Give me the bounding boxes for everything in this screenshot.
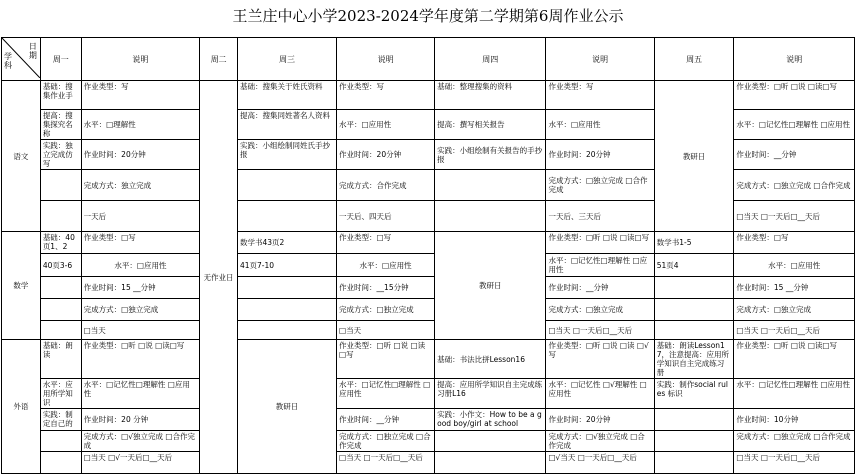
yuwen-mon-task: 实践：独立完成仿写 <box>40 140 81 170</box>
waiyu-wed-note: 作业类型：□听 □说 □读□写 <box>337 340 435 379</box>
shuxue-fri-task: 数学书1-5 <box>654 232 734 254</box>
shuxue-fri-note: 水平：□应用性 <box>734 254 855 277</box>
shuxue-row <box>2 254 855 277</box>
yuwen-thu-note: 作业时间：20分钟 <box>546 140 654 170</box>
waiyu-wed-note: 作业时间：__分钟 <box>337 409 435 431</box>
shuxue-mon-empty <box>40 277 81 299</box>
waiyu-thu-empty <box>435 452 546 474</box>
waiyu-fri-empty <box>654 409 734 431</box>
header-note-1: 说明 <box>81 38 200 81</box>
corner-cell <box>2 38 41 81</box>
yuwen-thu-empty <box>435 201 546 232</box>
waiyu-row <box>2 409 855 431</box>
shuxue-fri-note: 作业时间：15 __分钟 <box>734 277 855 299</box>
shuxue-wed-note: □当天 <box>337 321 435 340</box>
waiyu-row <box>2 452 855 474</box>
shuxue-mon-note: 完成方式：□独立完成 <box>81 299 200 321</box>
waiyu-mon-task: 基础：朗读 <box>40 340 81 379</box>
shuxue-mon-task: 40页3-6 <box>40 254 81 277</box>
yuwen-thu-note: 一天后、三天后 <box>546 201 654 232</box>
waiyu-fri-note: 水平：□记忆性□理解性 □应用性 <box>734 379 855 409</box>
yuwen-wed-empty <box>237 170 336 201</box>
shuxue-row <box>2 321 855 340</box>
header-monday: 周一 <box>40 38 81 81</box>
subject-waiyu: 外语 <box>2 340 41 474</box>
subject-yuwen: 语文 <box>2 81 41 232</box>
yuwen-thu-note: 完成方式：□独立完成 □合作完成 <box>546 170 654 201</box>
yuwen-wed-note: 水平：□应用性 <box>337 110 435 140</box>
header-friday: 周五 <box>654 38 734 81</box>
header-note-4: 说明 <box>734 38 855 81</box>
yuwen-mon-note: 水平：□理解性 <box>81 110 200 140</box>
shuxue-wed-note: 完成方式：□独立完成 <box>337 299 435 321</box>
header-row <box>2 38 855 81</box>
shuxue-wed-task: 41页7-10 <box>237 254 336 277</box>
shuxue-fri-empty <box>654 299 734 321</box>
waiyu-thu-note: 作业类型：□听 □说 □读 □√写 <box>546 340 654 379</box>
yuwen-thu-task: 实践：小组绘制有关报告的手抄报 <box>435 140 546 170</box>
yuwen-fri-research-day: 教研日 <box>654 81 734 232</box>
header-note-2: 说明 <box>337 38 435 81</box>
waiyu-wed-note: 完成方式：□独立完成 □合作完成 <box>337 431 435 452</box>
yuwen-mon-empty <box>40 201 81 232</box>
yuwen-thu-note: 作业类型：写 <box>546 81 654 110</box>
shuxue-thu-note: □当天 □一天后□__天后 <box>546 321 654 340</box>
yuwen-wed-task: 基础：搜集关于姓氏资料 <box>237 81 336 110</box>
waiyu-mon-note: □当天 □√一天后□__天后 <box>81 452 200 474</box>
yuwen-fri-note: □当天 □一天后□__天后 <box>734 201 855 232</box>
waiyu-thu-note: □√当天 □一天后□__天后 <box>546 452 654 474</box>
waiyu-thu-task: 提高：应用所学知识自主完成练习册L16 <box>435 379 546 409</box>
subject-shuxue: 数学 <box>2 232 41 340</box>
yuwen-wed-task: 提高：搜集同姓著名人资料 <box>237 110 336 140</box>
waiyu-thu-empty <box>435 431 546 452</box>
yuwen-fri-note: 完成方式：□独立完成 □合作完成 <box>734 170 855 201</box>
waiyu-thu-note: 完成方式：□√独立完成 □合作完成 <box>546 431 654 452</box>
waiyu-mon-empty <box>40 431 81 452</box>
yuwen-mon-note: 一天后 <box>81 201 200 232</box>
yuwen-row <box>2 81 855 110</box>
waiyu-fri-empty <box>654 452 734 474</box>
shuxue-fri-empty <box>654 277 734 299</box>
waiyu-row <box>2 431 855 452</box>
shuxue-fri-empty <box>654 321 734 340</box>
yuwen-wed-task: 实践：小组绘制同姓氏手抄报 <box>237 140 336 170</box>
yuwen-fri-note: 作业类型：□听 □说 □读□写 <box>734 81 855 110</box>
tuesday-no-homework: 无作业日 <box>200 81 238 474</box>
yuwen-mon-task: 基础：搜集作业手 <box>40 81 81 110</box>
waiyu-wed-note: □当天 □一天后□__天后 <box>337 452 435 474</box>
shuxue-thu-research-day: 教研日 <box>435 232 546 340</box>
shuxue-fri-note: 作业类型：□写 <box>734 232 855 254</box>
waiyu-mon-task: 水平：应用所学知识 <box>40 379 81 409</box>
yuwen-wed-note: 作业时间：20分钟 <box>337 140 435 170</box>
waiyu-thu-note: 作业时间：20分钟 <box>546 409 654 431</box>
yuwen-fri-note: 作业时间：__分钟 <box>734 140 855 170</box>
shuxue-mon-note: □当天 <box>81 321 200 340</box>
yuwen-mon-note: 作业类型：写 <box>81 81 200 110</box>
waiyu-fri-note: 作业时间：10分钟 <box>734 409 855 431</box>
yuwen-wed-note: 完成方式：合作完成 <box>337 170 435 201</box>
yuwen-thu-note: 水平：□应用性 <box>546 110 654 140</box>
waiyu-fri-task: 实践：制作social rules 标识 <box>654 379 734 409</box>
yuwen-mon-note: 完成方式：独立完成 <box>81 170 200 201</box>
shuxue-row <box>2 277 855 299</box>
shuxue-mon-empty <box>40 299 81 321</box>
waiyu-fri-empty <box>654 431 734 452</box>
waiyu-fri-task: 基础：朗读Lesson17，注意提高：应用所学知识自主完成练习册 <box>654 340 734 379</box>
shuxue-mon-note: 水平：□应用性 <box>81 254 200 277</box>
yuwen-wed-note: 一天后、四天后 <box>337 201 435 232</box>
waiyu-row <box>2 379 855 409</box>
shuxue-fri-task: 51页4 <box>654 254 734 277</box>
shuxue-wed-empty <box>237 299 336 321</box>
homework-table <box>1 37 855 474</box>
header-thursday: 周四 <box>435 38 546 81</box>
waiyu-fri-note: 完成方式：□独立完成 □合作完成 <box>734 431 855 452</box>
shuxue-thu-note: 水平：□记忆性□理解性 □应用性 <box>546 254 654 277</box>
shuxue-wed-note: 水平：□应用性 <box>337 254 435 277</box>
waiyu-thu-task: 实践：小作文：How to be a good boy/girl at school <box>435 409 546 431</box>
shuxue-row <box>2 299 855 321</box>
yuwen-mon-note: 作业时间：20分钟 <box>81 140 200 170</box>
shuxue-fri-note: 完成方式：□独立完成 <box>734 299 855 321</box>
shuxue-wed-empty <box>237 277 336 299</box>
shuxue-mon-note: 作业时间：15 __分钟 <box>81 277 200 299</box>
header-note-3: 说明 <box>546 38 654 81</box>
shuxue-thu-note: 作业时间：__分钟 <box>546 277 654 299</box>
header-tuesday: 周二 <box>200 38 238 81</box>
shuxue-wed-empty <box>237 321 336 340</box>
waiyu-fri-note: □当天 □一天后□__天后 <box>734 452 855 474</box>
waiyu-mon-note: 作业时间：20 分钟 <box>81 409 200 431</box>
shuxue-wed-task: 数学书43页2 <box>237 232 336 254</box>
shuxue-mon-note: 作业类型：□写 <box>81 232 200 254</box>
page-title: 王兰庄中心小学2023-2024学年度第二学期第6周作业公示 <box>232 7 624 25</box>
yuwen-wed-empty <box>237 201 336 232</box>
waiyu-mon-empty <box>40 452 81 474</box>
yuwen-mon-empty <box>40 170 81 201</box>
waiyu-fri-note: 作业类型：□听 □说 □读□写 <box>734 340 855 379</box>
shuxue-wed-note: 作业类型：□写 <box>337 232 435 254</box>
corner-date-label: 日期 <box>28 42 37 60</box>
shuxue-mon-empty <box>40 321 81 340</box>
yuwen-wed-note: 作业类型：写 <box>337 81 435 110</box>
yuwen-mon-task: 提高：搜集探究名称 <box>40 110 81 140</box>
shuxue-fri-note: □当天 □一天后□__天后 <box>734 321 855 340</box>
waiyu-thu-note: 水平：□记忆性 □√理解性 □应用性 <box>546 379 654 409</box>
waiyu-mon-note: 水平：□记忆性□理解性 □应用性 <box>81 379 200 409</box>
shuxue-thu-note: 完成方式：□独立完成 <box>546 299 654 321</box>
waiyu-wed-note: 水平：□记忆性□理解性 □应用性 <box>337 379 435 409</box>
yuwen-thu-task: 基础：整理搜集的资料 <box>435 81 546 110</box>
waiyu-row <box>2 340 855 379</box>
shuxue-wed-note: 作业时间：__15分钟 <box>337 277 435 299</box>
yuwen-thu-empty <box>435 170 546 201</box>
waiyu-wed-research-day: 教研日 <box>237 340 336 474</box>
waiyu-mon-note: 完成方式：□√独立完成 □合作完成 <box>81 431 200 452</box>
yuwen-thu-task: 提高：撰写相关报告 <box>435 110 546 140</box>
shuxue-mon-task: 基础：40页1、2 <box>40 232 81 254</box>
header-wednesday: 周三 <box>237 38 336 81</box>
yuwen-fri-note: 水平：□记忆性□理解性 □应用性 <box>734 110 855 140</box>
shuxue-thu-note: 作业类型：□听 □说 □读□写 <box>546 232 654 254</box>
waiyu-mon-note: 作业类型：□听 □说 □读□写 <box>81 340 200 379</box>
shuxue-row <box>2 232 855 254</box>
corner-subject-label: 学科 <box>4 52 12 70</box>
waiyu-mon-task: 实践：制定自己的 <box>40 409 81 431</box>
waiyu-thu-task: 基础：书法比拼Lesson16 <box>435 340 546 379</box>
